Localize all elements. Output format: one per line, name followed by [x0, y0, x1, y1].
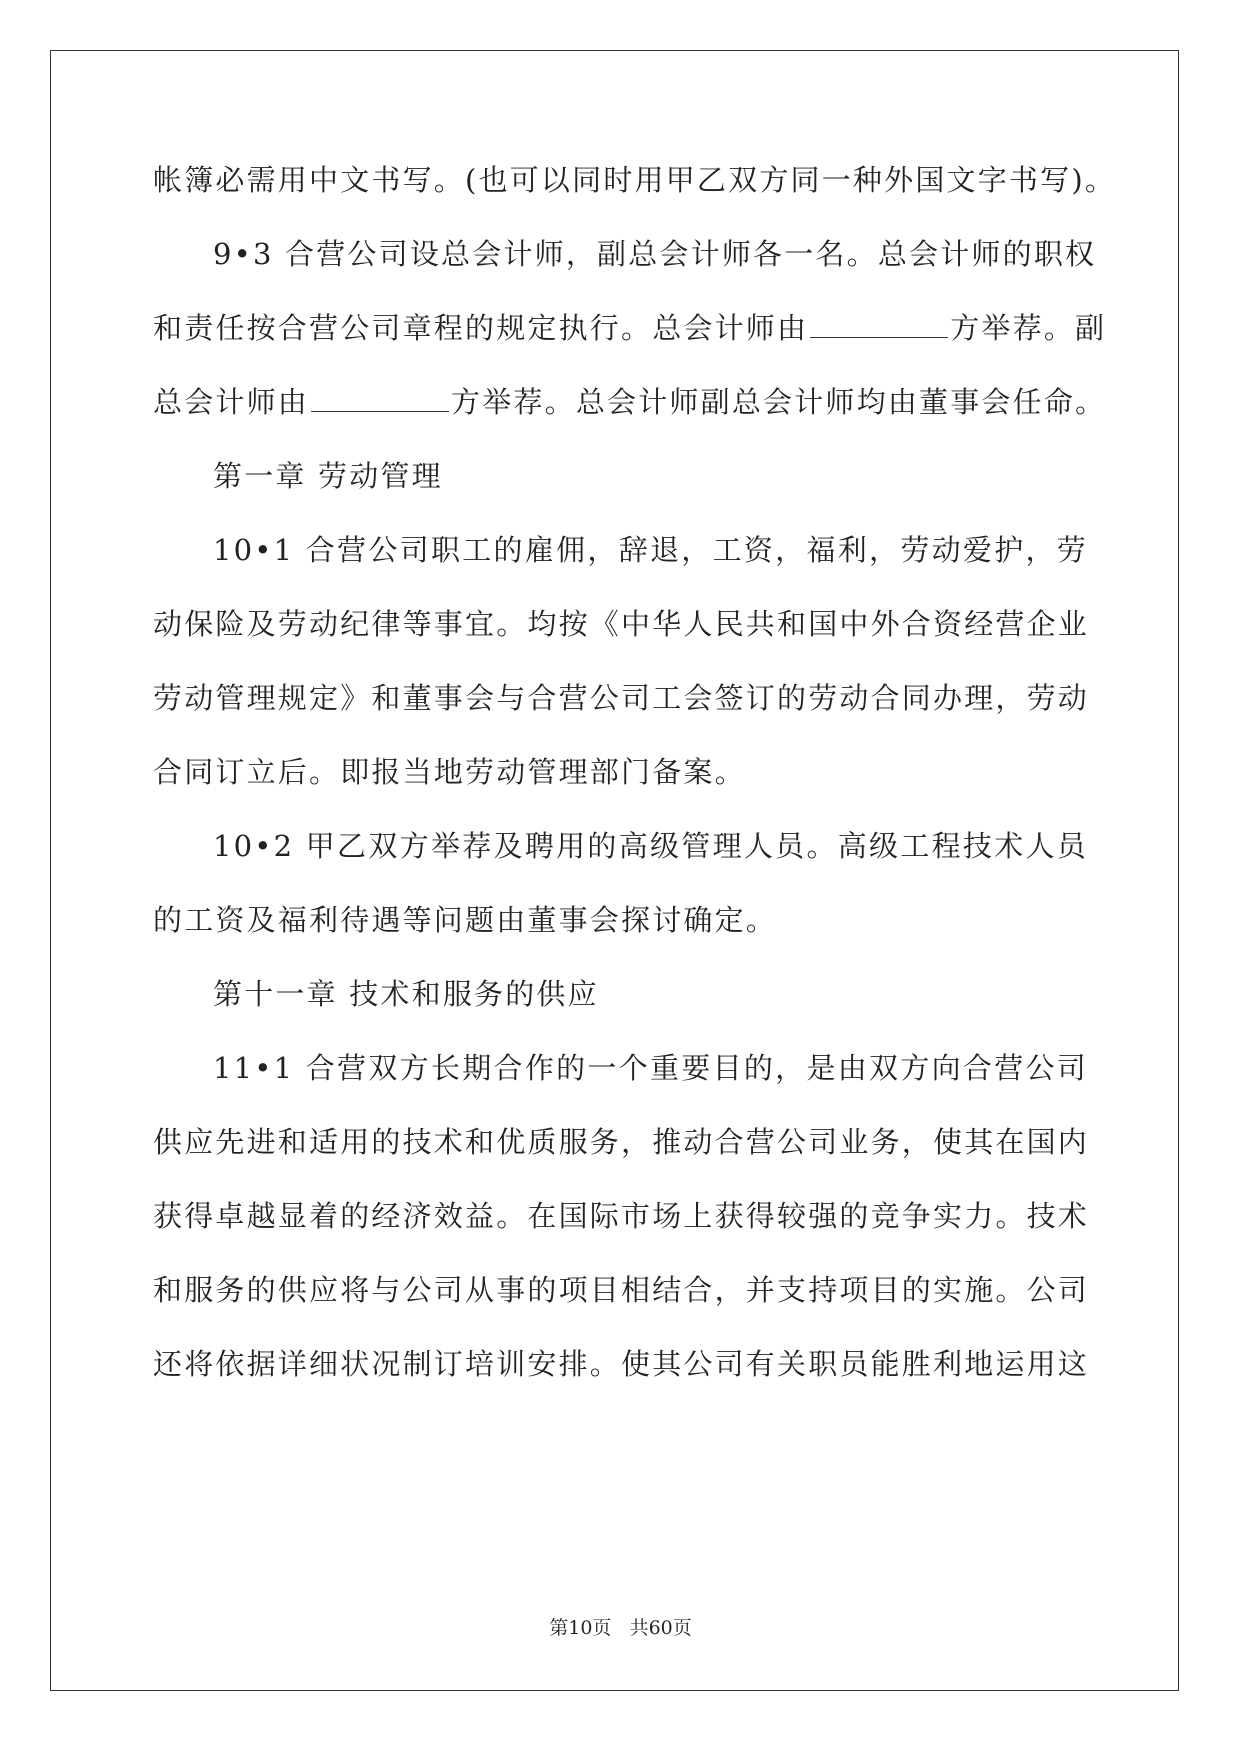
fill-in-blank: [810, 311, 948, 338]
text-line: 9•3 合营公司设总会计师，副总会计师各一名。总会计师的职权: [213, 237, 1097, 271]
page-number: 第10页: [549, 1617, 612, 1639]
text-line: 11•1 合营双方长期合作的一个重要目的，是由双方向合营公司: [213, 1051, 1088, 1085]
text-fragment: 方举荐。副: [950, 311, 1107, 345]
text-line: 10•2 甲乙双方举荐及聘用的高级管理人员。高级工程技术人员: [213, 829, 1088, 863]
text-fragment: 总会计师由: [153, 385, 310, 419]
page-total: 共60页: [629, 1617, 692, 1639]
text-line: 帐簿必需用中文书写。(也可以同时用甲乙双方同一种外国文字书写)。: [153, 163, 1117, 197]
text-line: 合同订立后。即报当地劳动管理部门备案。: [153, 755, 746, 789]
chapter-heading: 第十一章 技术和服务的供应: [213, 977, 599, 1011]
page-footer: [0, 1616, 1241, 1640]
fill-in-blank: [311, 385, 449, 412]
text-line: [153, 308, 1106, 348]
text-line: 劳动管理规定》和董事会与合营公司工会签订的劳动合同办理，劳动: [153, 681, 1090, 715]
text-line: 供应先进和适用的技术和优质服务，推动合营公司业务，使其在国内: [153, 1125, 1090, 1159]
text-line: 的工资及福利待遇等问题由董事会探讨确定。: [153, 903, 778, 937]
text-line: 和服务的供应将与公司从事的项目相结合，并支持项目的实施。公司: [153, 1273, 1090, 1307]
text-line: [153, 382, 1106, 422]
page-border: [50, 50, 1179, 1691]
text-line: 10•1 合营公司职工的雇佣，辞退，工资，福利，劳动爱护，劳: [213, 533, 1088, 567]
text-line: 动保险及劳动纪律等事宜。均按《中华人民共和国中外合资经营企业: [153, 607, 1090, 641]
text-line: 还将依据详细状况制订培训安排。使其公司有关职员能胜利地运用这: [153, 1347, 1090, 1381]
text-fragment: 和责任按合营公司章程的规定执行。总会计师由: [153, 311, 809, 345]
text-fragment: 方举荐。总会计师副总会计师均由董事会任命。: [451, 385, 1107, 419]
text-line: 获得卓越显着的经济效益。在国际市场上获得较强的竞争实力。技术: [153, 1199, 1090, 1233]
chapter-heading: 第一章 劳动管理: [213, 459, 443, 493]
